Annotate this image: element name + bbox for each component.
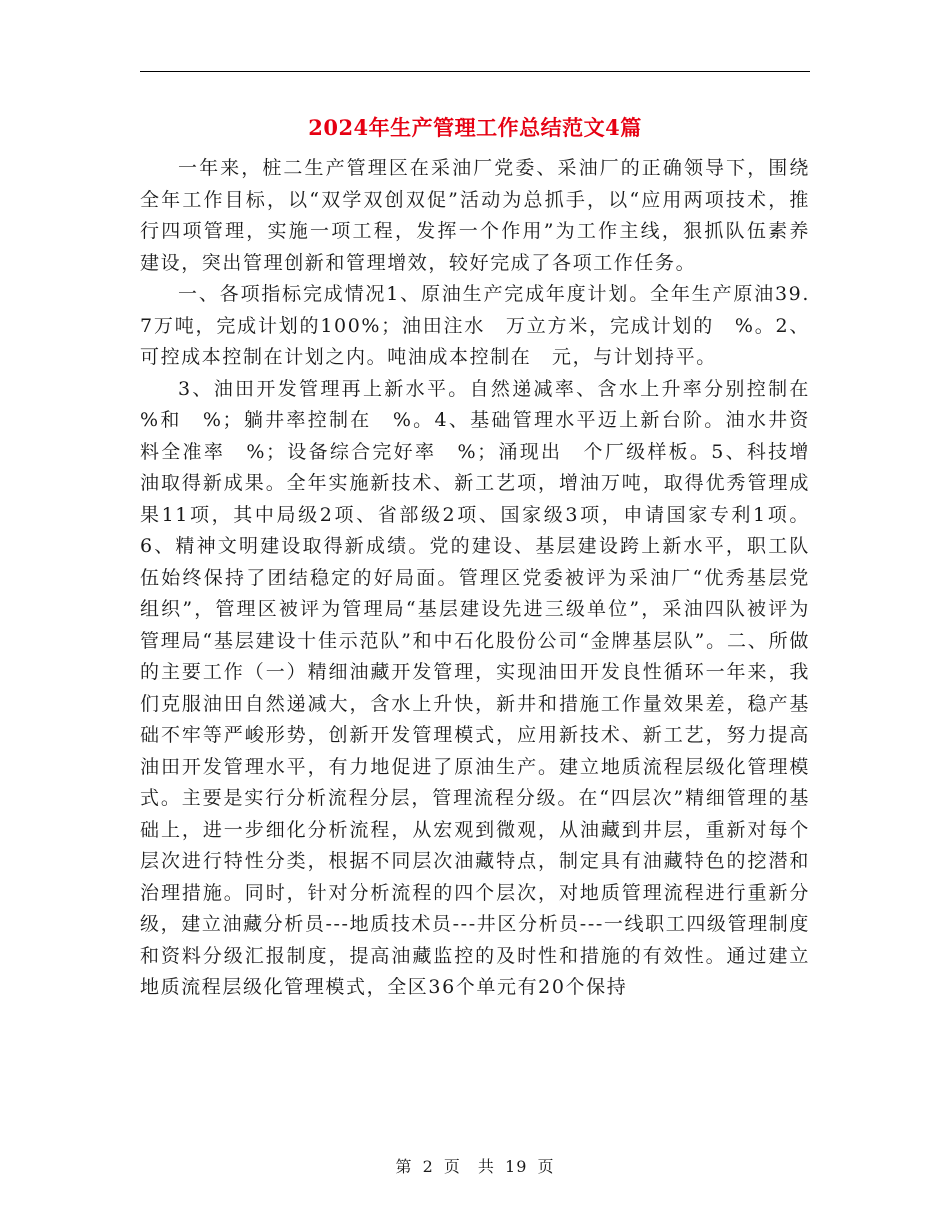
page-label-suffix: 页 <box>537 1157 555 1176</box>
document-title: 2024年生产管理工作总结范文4篇 <box>308 115 642 140</box>
paragraph-intro: 一年来，桩二生产管理区在采油厂党委、采油厂的正确领导下，围绕全年工作目标，以“双学双创双促”活动为总抓手，以“应用两项技术，推行四项管理，实施一项工程，发挥一个作用”为工作主线，狠抓队伍素养建设，突出管理创新和管理增效，较好完成了各项工作任务。 <box>140 157 810 274</box>
page-label-mid: 页 共 <box>443 1157 495 1176</box>
current-page-number: 2 <box>422 1157 434 1176</box>
page-label-prefix: 第 <box>395 1157 413 1176</box>
header-rule <box>140 71 810 72</box>
document-body <box>140 153 831 1004</box>
total-pages-number: 19 <box>505 1157 528 1176</box>
paragraph-indicators: 一、各项指标完成情况1、原油生产完成年度计划。全年生产原油39.7万吨，完成计划的100%；油田注水 万立方米，完成计划的 %。2、可控成本控制在计划之内。吨油成本控制在 元，与计划持平。 <box>140 283 810 368</box>
page-footer <box>0 1154 950 1177</box>
paragraph-management: 3、油田开发管理再上新水平。自然递减率、含水上升率分别控制在 %和 %；躺井率控制在 %。4、基础管理水平迈上新台阶。油水井资料全准率 %；设备综合完好率 %；涌现出 个厂级样板。5、科技增油取得新成果。全年实施新技术、新工艺项，增油万吨，取得优秀管理成果11项，其中局级2项、省部级2项、国家级3项，申请国家专利1项。6、精神文明建设取得新成绩。党的建设、基层建设跨上新水平，职工队伍始终保持了团结稳定的好局面。管理区党委被评为采油厂“优秀基层党组织”，管理区被评为管理局“基层建设先进三级单位”，采油四队被评为管理局“基层建设十佳示范队”和中石化股份公司“金牌基层队”。二、所做的主要工作（一）精细油藏开发管理，实现油田开发良性循环一年来，我们克服油田自然递减大，含水上升快，新井和措施工作量效果差，稳产基础不牢等严峻形势，创新开发管理模式，应用新技术、新工艺，努力提高油田开发管理水平，有力地促进了原油生产。建立地质流程层级化管理模式。主要是实行分析流程分层，管理流程分级。在“四层次”精细管理的基础上，进一步细化分析流程，从宏观到微观，从油藏到井层，重新对每个层次进行特性分类，根据不同层次油藏特点，制定具有油藏特色的挖潜和治理措施。同时，针对分析流程的四个层次，对地质管理流程进行重新分级，建立油藏分析员---地质技术员---井区分析员---一线职工四级管理制度和资料分级汇报制度，提高油藏监控的及时性和措施的有效性。通过建立地质流程层级化管理模式，全区36个单元有20个保持 <box>140 377 831 998</box>
